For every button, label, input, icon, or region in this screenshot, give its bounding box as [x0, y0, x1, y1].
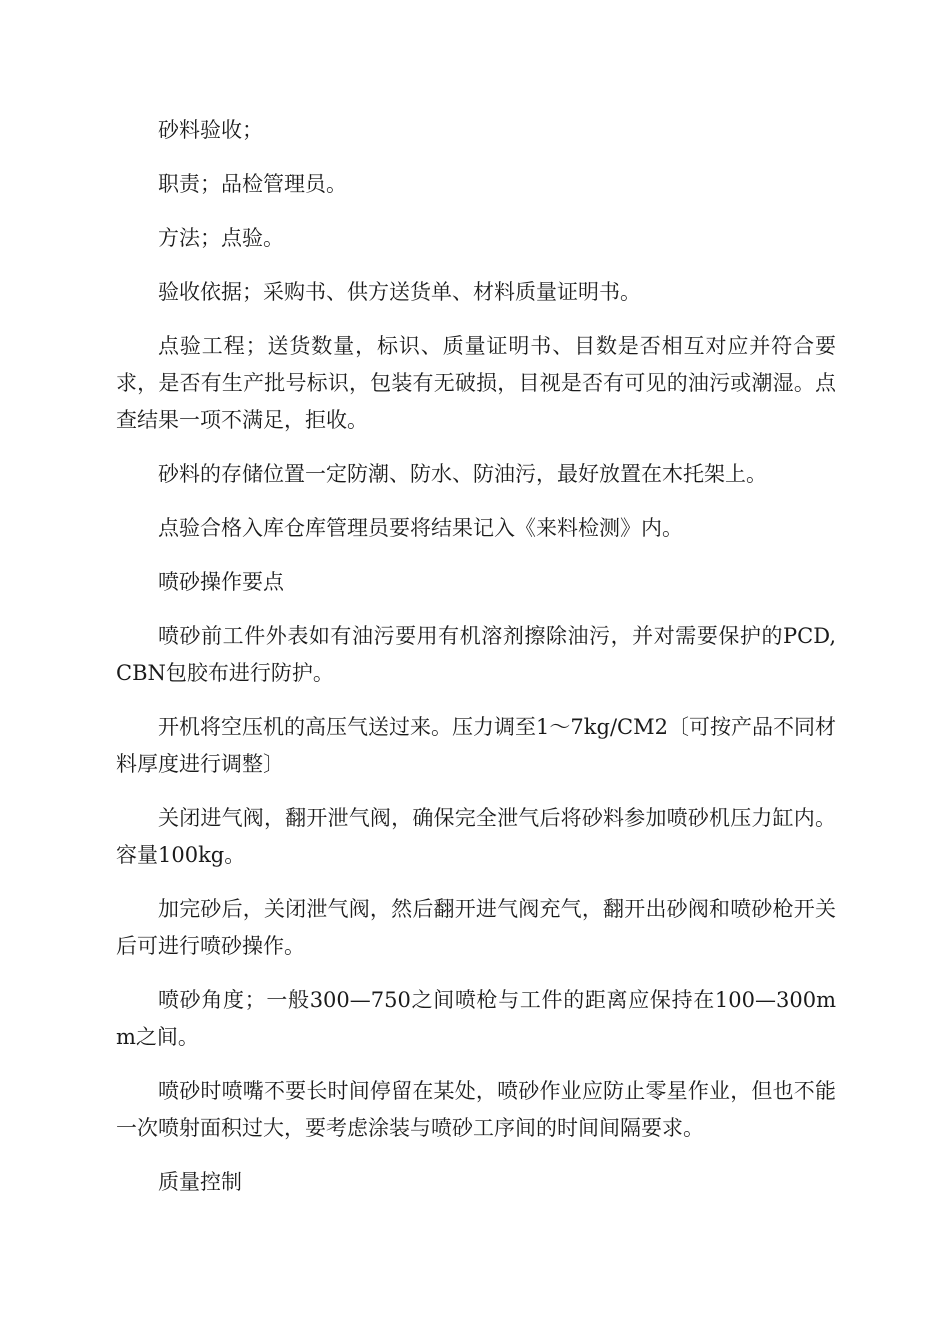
paragraph-method: 方法；点验。	[158, 226, 284, 250]
paragraph-pressure: 开机将空压机的高压气送过来。压力调至1～7kg/CM2〔可按产品不同材料厚度进行调整〕	[116, 715, 836, 776]
paragraph-record: 点验合格入库仓库管理员要将结果记入《来料检测》内。	[158, 516, 683, 540]
paragraph-inspection-items: 点验工程；送货数量，标识、质量证明书、目数是否相互对应并符合要求，是否有生产批号标识，包装有无破损，目视是否有可见的油污或潮湿。点查结果一项不满足，拒收。	[116, 334, 836, 432]
paragraph-nozzle: 喷砂时喷嘴不要长时间停留在某处，喷砂作业应防止零星作业，但也不能一次喷射面积过大，要考虑涂装与喷砂工序间的时间间隔要求。	[116, 1079, 836, 1140]
heading-quality-control: 质量控制	[158, 1170, 242, 1194]
paragraph-angle: 喷砂角度；一般300—750之间喷枪与工件的距离应保持在100—300mm之间。	[116, 988, 836, 1049]
paragraph-pre-cleaning: 喷砂前工件外表如有油污要用有机溶剂擦除油污，并对需要保护的PCD,CBN包胶布进行防护。	[116, 624, 836, 685]
paragraph-loading: 关闭进气阀，翻开泄气阀，确保完全泄气后将砂料参加喷砂机压力缸内。容量100kg。	[116, 806, 836, 867]
paragraph-start-blasting: 加完砂后，关闭泄气阀，然后翻开进气阀充气，翻开出砂阀和喷砂枪开关后可进行喷砂操作。	[116, 897, 836, 958]
paragraph-responsibility: 职责；品检管理员。	[158, 172, 347, 196]
paragraph-sand-acceptance: 砂料验收；	[158, 118, 263, 142]
document-body	[116, 112, 836, 1218]
paragraph-acceptance-basis: 验收依据；采购书、供方送货单、材料质量证明书。	[158, 280, 641, 304]
heading-blasting-points: 喷砂操作要点	[158, 570, 284, 594]
paragraph-storage: 砂料的存储位置一定防潮、防水、防油污，最好放置在木托架上。	[158, 462, 767, 486]
